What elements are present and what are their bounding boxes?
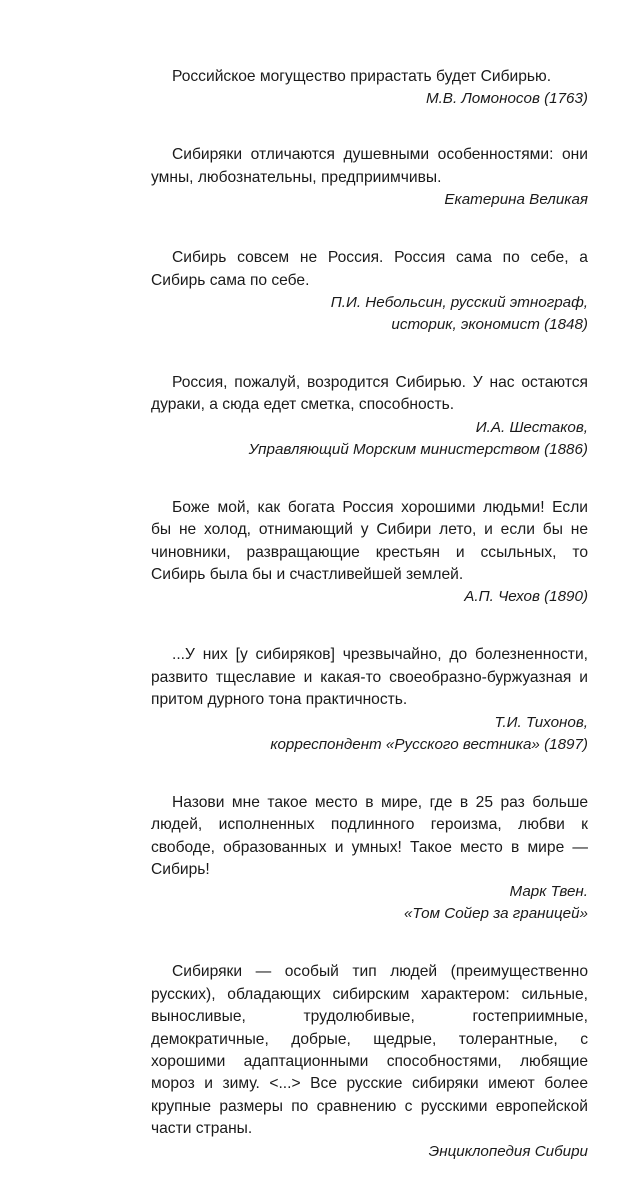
quote-attribution [151, 88, 588, 110]
attribution-line: Энциклопедия Сибири [428, 1142, 588, 1160]
quote-text: Сибиряки отличаются душевными особенностями: они умны, любознательны, предприимчивы. [151, 146, 588, 186]
quotes-column [151, 66, 588, 1199]
quote-text: ...У них [у сибиряков] чрезвычайно, до болезненности, развито тщеславие и какая-то своеобразно-буржуазная и притом дурного тона практичность. [151, 646, 588, 709]
quote-attribution [151, 417, 588, 461]
quote-twain [151, 792, 588, 926]
quote-encyclopedia [151, 961, 588, 1162]
quote-lomonosov [151, 66, 588, 110]
quote-attribution [151, 712, 588, 756]
quote-attribution [151, 189, 588, 211]
attribution-line: И.А. Шестаков, [475, 418, 588, 436]
attribution-line: корреспондент «Русского вестника» (1897) [270, 735, 588, 753]
quote-tikhonov [151, 644, 588, 755]
quote-text: Сибирь совсем не Россия. Россия сама по себе, а Сибирь сама по себе. [151, 249, 588, 289]
quote-text: Россия, пожалуй, возродится Сибирью. У нас остаются дураки, а сюда едет сметка, способность. [151, 374, 588, 414]
quote-attribution [151, 881, 588, 925]
quote-text: Назови мне такое место в мире, где в 25 раз больше людей, исполненных подлинного героизма, любви к свободе, образованных и умных! Такое место в мире — Сибирь! [151, 793, 588, 878]
quote-ekaterina [151, 144, 588, 211]
quote-attribution [151, 586, 588, 608]
attribution-line: историк, экономист (1848) [391, 316, 588, 334]
attribution-line: Т.И. Тихонов, [494, 713, 588, 731]
quote-shestakov [151, 372, 588, 461]
attribution-line: П.И. Небольсин, русский этнограф, [330, 294, 588, 312]
quote-attribution [151, 292, 588, 336]
quote-text: Боже мой, как богата Россия хорошими людьми! Если бы не холод, отнимающий у Сибири лето, и если бы не чиновники, развращающие крестьян и ссыльных, то Сибирь была бы и счастливейшей землей. [151, 498, 588, 584]
quote-nebolsin [151, 247, 588, 336]
attribution-line: Марк Твен. [509, 883, 588, 901]
quote-text: Российское могущество прирастать будет Сибирью. [172, 68, 552, 85]
quote-chekhov [151, 497, 588, 609]
quote-text: Сибиряки — особый тип людей (преимущественно русских), обладающих сибирским характером: сильные, выносливые, трудолюбивые, гостеприимные, демократичные, добрые, щедрые, толерантные, с хорошими адаптационными способностями, любящие мороз и зиму. <...> Все русские сибиряки имеют более крупные размеры по сравнению с русскими европейской части страны. [151, 963, 588, 1138]
attribution-line: М.В. Ломоносов (1763) [425, 90, 588, 108]
attribution-line: А.П. Чехов (1890) [464, 588, 588, 606]
quote-attribution [151, 1141, 588, 1163]
attribution-line: Управляющий Морским министерством (1886) [248, 440, 588, 458]
attribution-line: Екатерина Великая [444, 191, 588, 209]
attribution-line: «Том Сойер за границей» [403, 905, 588, 923]
